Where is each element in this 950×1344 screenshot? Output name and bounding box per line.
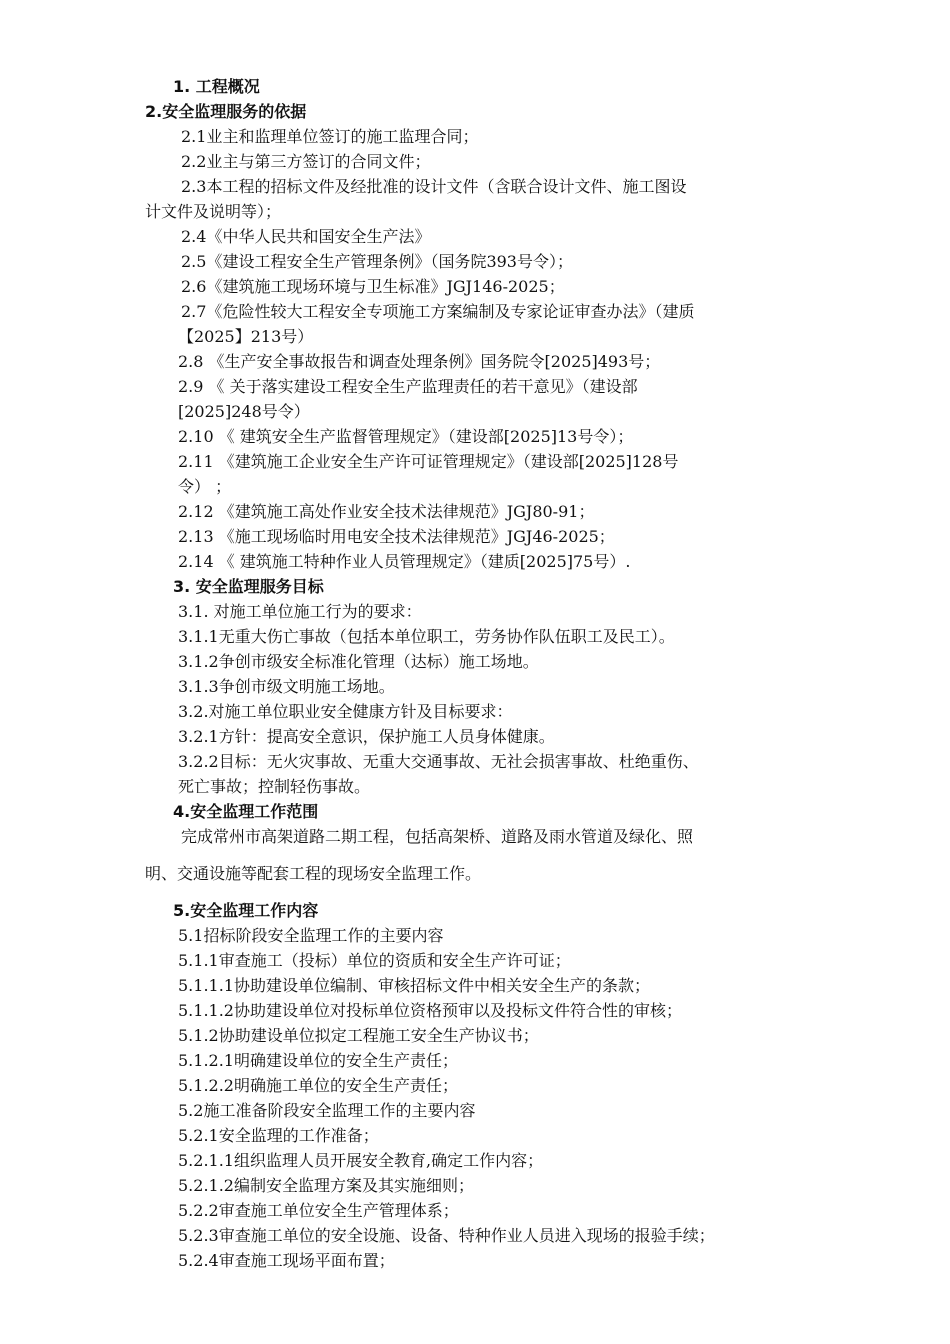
text-line: 2.13 《施工现场临时用电安全技术法律规范》JGJ46-2025； [178,527,615,546]
text-line: 5.1.2协助建设单位拟定工程施工安全生产协议书； [178,1026,539,1045]
heading-5: 5.安全监理工作内容 [173,901,319,920]
text-line: 5.2.3审查施工单位的安全设施、设备、特种作业人员进入现场的报验手续； [178,1226,715,1245]
text-line: 5.1.1.1协助建设单位编制、审核招标文件中相关安全生产的条款； [178,976,650,995]
text-line: 明、交通设施等配套工程的现场安全监理工作。 [145,864,482,883]
text-line: 2.9 《 关于落实建设工程安全生产监理责任的若干意见》（建设部 [178,377,638,396]
text-line: 5.1.2.1明确建设单位的安全生产责任； [178,1051,458,1070]
text-line: 5.2.1安全监理的工作准备； [178,1126,379,1145]
text-line: 2.10 《 建筑安全生产监督管理规定》（建设部[2025]13号令）； [178,427,634,446]
text-line: 3.1.3争创市级文明施工场地。 [178,677,395,696]
text-line: 5.1.2.2明确施工单位的安全生产责任； [178,1076,458,1095]
text-line: 5.1.1.2协助建设单位对投标单位资格预审以及投标文件符合性的审核； [178,1001,682,1020]
text-line: 2.8 《生产安全事故报告和调查处理条例》国务院令[2025]493号； [178,352,661,371]
text-line: 2.4《中华人民共和国安全生产法》 [181,227,431,246]
text-line: 3.2.对施工单位职业安全健康方针及目标要求： [178,702,513,721]
text-line: 2.14 《 建筑施工特种作业人员管理规定》（建质[2025]75号）. [178,552,631,571]
text-line: 3.1.1无重大伤亡事故（包括本单位职工，劳务协作队伍职工及民工）。 [178,627,675,646]
text-line: 2.11 《建筑施工企业安全生产许可证管理规定》（建设部[2025]128号 [178,452,679,471]
text-line: 2.7《危险性较大工程安全专项施工方案编制及专家论证审查办法》（建质 [181,302,695,321]
heading-2: 2.安全监理服务的依据 [145,102,307,121]
heading-4: 4.安全监理工作范围 [173,802,319,821]
text-line: 2.6《建筑施工现场环境与卫生标准》JGJ146-2025； [181,277,565,296]
heading-1: 1. 工程概况 [173,77,260,96]
heading-3: 3. 安全监理服务目标 [173,577,324,596]
text-line: 5.1招标阶段安全监理工作的主要内容 [178,926,444,945]
text-line: 2.1业主和监理单位签订的施工监理合同； [181,127,479,146]
text-line: 5.2.1.1组织监理人员开展安全教育,确定工作内容； [178,1151,544,1170]
text-line: 死亡事故；控制轻伤事故。 [178,777,371,796]
text-line: 2.3本工程的招标文件及经批准的设计文件（含联合设计文件、施工图设 [181,177,687,196]
text-line: 2.2业主与第三方签订的合同文件； [181,152,431,171]
text-line: 令） ； [178,477,232,496]
text-line: 3.2.2目标：无火灾事故、无重大交通事故、无社会损害事故、杜绝重伤、 [178,752,699,771]
text-line: 5.2.1.2编制安全监理方案及其实施细则； [178,1176,474,1195]
text-line: 2.12 《建筑施工高处作业安全技术法律规范》JGJ80-91； [178,502,595,521]
text-line: 5.2.4审查施工现场平面布置； [178,1251,395,1270]
text-line: 5.2施工准备阶段安全监理工作的主要内容 [178,1101,476,1120]
text-line: 3.2.1方针：提高安全意识，保护施工人员身体健康。 [178,727,555,746]
text-line: 2.5《建设工程安全生产管理条例》（国务院393号令）； [181,252,573,271]
text-line: 完成常州市高架道路二期工程，包括高架桥、道路及雨水管道及绿化、照 [181,827,694,846]
text-line: 【2025】213号） [178,327,314,346]
text-line: 5.1.1审查施工（投标）单位的资质和安全生产许可证； [178,951,571,970]
text-line: 计文件及说明等）； [145,202,282,221]
text-line: [2025]248号令） [178,402,310,421]
text-line: 5.2.2审查施工单位安全生产管理体系； [178,1201,459,1220]
text-line: 3.1. 对施工单位施工行为的要求： [178,602,422,621]
text-line: 3.1.2争创市级安全标准化管理（达标）施工场地。 [178,652,539,671]
